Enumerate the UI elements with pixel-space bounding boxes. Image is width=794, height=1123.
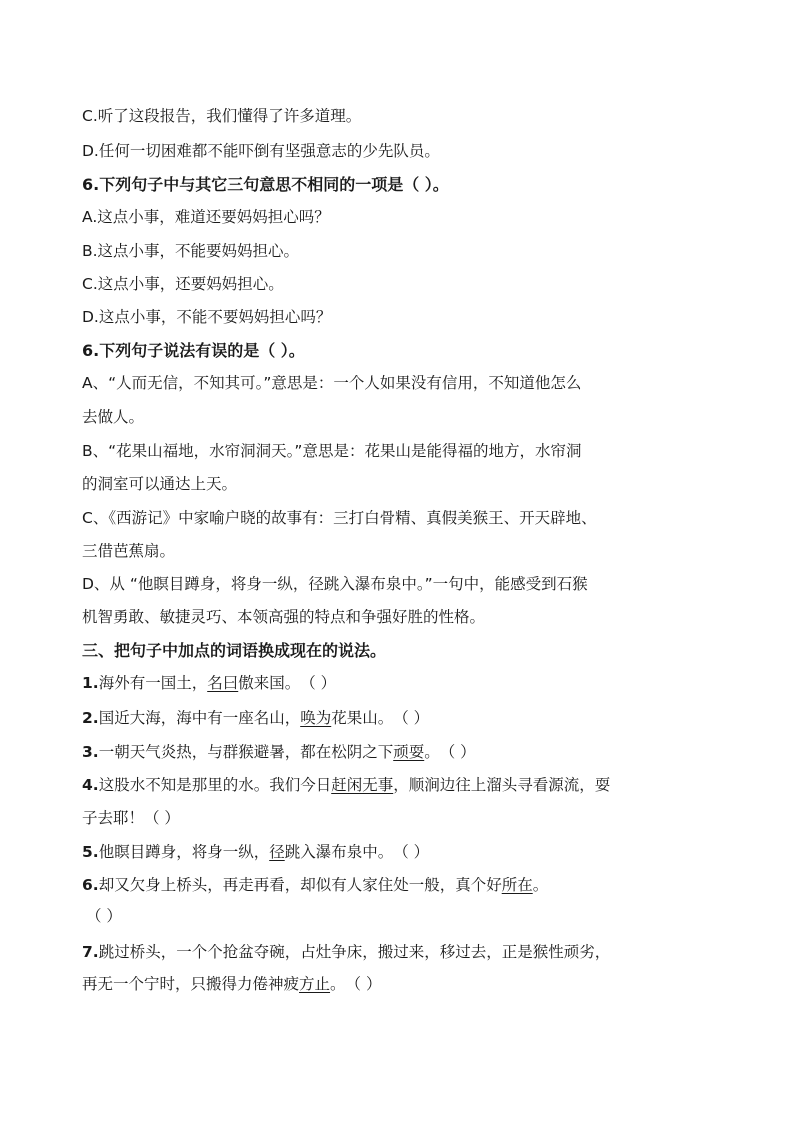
q6b-option-c-line1: C、《西游记》中家喻户晓的故事有：三打白骨精、真假美猴王、开天辟地、: [82, 509, 597, 527]
item-text: 国近大海，海中有一座名山，: [98, 709, 301, 727]
section-3-item-7-line2: [82, 974, 381, 994]
section-3-item-4-line1: [82, 775, 610, 795]
item-text: 。: [330, 975, 346, 993]
item-text: 跳过桥头，一个个抢盆夺碗，占灶争床，搬过来，移过去，正是猴性顽劣，: [98, 943, 611, 961]
section-3-title: 三、把句子中加点的词语换成现在的说法。: [82, 641, 387, 660]
section-3-item-1: [82, 673, 336, 693]
item-text: 海外有一国土，: [98, 674, 208, 692]
q6a-option-b: B.这点小事，不能要妈妈担心。: [82, 242, 300, 260]
q6b-option-b-line1: B、“花果山福地，水帘洞洞天。”意思是：花果山是能得福的地方，水帘洞: [82, 442, 582, 460]
item-text: 这股水不知是那里的水。我们今日: [98, 776, 332, 794]
q6a-question: 6.下列句子中与其它三句意思不相同的一项是（ ）。: [82, 175, 449, 194]
item-number: 4.: [82, 776, 99, 794]
item-text: 却又欠身上桥头，再走再看，却似有人家住处一般，真个好: [98, 876, 502, 894]
item-text: 花果山。: [331, 709, 394, 727]
q6b-option-d-line2: 机智勇敢、敏捷灵巧、本领高强的特点和争强好胜的性格。: [82, 608, 486, 626]
underlined-word: 径: [269, 843, 285, 861]
underlined-word: 方止: [299, 975, 331, 993]
section-3-item-3: [82, 742, 476, 762]
underlined-word: 名曰: [207, 674, 239, 692]
q6b-question: 6.下列句子说法有误的是（ ）。: [82, 341, 305, 360]
underlined-word: 唤为: [300, 709, 332, 727]
q6b-option-a-line2: 去做人。: [82, 408, 145, 426]
q6a-option-d: D.这点小事，不能不要妈妈担心吗？: [82, 308, 332, 326]
answer-blank[interactable]: （ ）: [300, 674, 337, 692]
item-text: ，顺涧边往上溜头寻看源流，耍: [393, 776, 611, 794]
q6a-option-a: A.这点小事，难道还要妈妈担心吗？: [82, 208, 330, 226]
q6b-option-c-line2: 三借芭蕉扇。: [82, 542, 176, 560]
answer-blank[interactable]: （ ）: [345, 975, 382, 993]
item-text: 一朝天气炎热，与群猴避暑，都在松阴之下: [98, 743, 394, 761]
item-text: 。: [424, 743, 440, 761]
item-text: 傲来国。: [238, 674, 301, 692]
item-number: 1.: [82, 674, 99, 692]
q5-option-d: D.任何一切困难都不能吓倒有坚强意志的少先队员。: [82, 142, 440, 160]
underlined-word: 赶闲无事: [331, 776, 394, 794]
answer-blank[interactable]: （ ）: [393, 843, 430, 861]
item-text: 。: [532, 876, 549, 894]
item-number: 7.: [82, 943, 99, 961]
item-number: 2.: [82, 709, 99, 727]
item-text: 跳入瀑布泉中。: [284, 843, 394, 861]
item-number: 6.: [82, 876, 99, 894]
item-text: 他瞑目蹲身，将身一纵，: [98, 843, 270, 861]
underlined-word: 所在: [501, 876, 533, 894]
item-number: 5.: [82, 843, 99, 861]
q6b-option-d-line1: D、从 “他瞑目蹲身，将身一纵，径跳入瀑布泉中。”一句中，能感受到石猴: [82, 575, 588, 593]
q5-option-c: C.听了这段报告，我们懂得了许多道理。: [82, 107, 362, 125]
section-3-item-6-line1: [82, 875, 548, 895]
answer-blank[interactable]: （ ）: [86, 907, 122, 925]
item-number: 3.: [82, 743, 99, 761]
q6a-option-c: C.这点小事，还要妈妈担心。: [82, 275, 284, 293]
section-3-item-2: [82, 708, 429, 728]
section-3-item-5: [82, 842, 429, 862]
underlined-word: 顽耍: [393, 743, 425, 761]
section-3-item-7-line1: [82, 942, 610, 962]
section-3-item-4-line2[interactable]: 子去耶！（ ）: [82, 809, 180, 827]
q6b-option-a-line1: A、“人而无信，不知其可。”意思是：一个人如果没有信用，不知道他怎么: [82, 374, 582, 392]
item-text: 再无一个宁时，只搬得力倦神疲: [82, 975, 300, 993]
answer-blank[interactable]: （ ）: [439, 743, 476, 761]
answer-blank[interactable]: （ ）: [393, 709, 430, 727]
q6b-option-b-line2: 的洞室可以通达上天。: [82, 475, 238, 493]
